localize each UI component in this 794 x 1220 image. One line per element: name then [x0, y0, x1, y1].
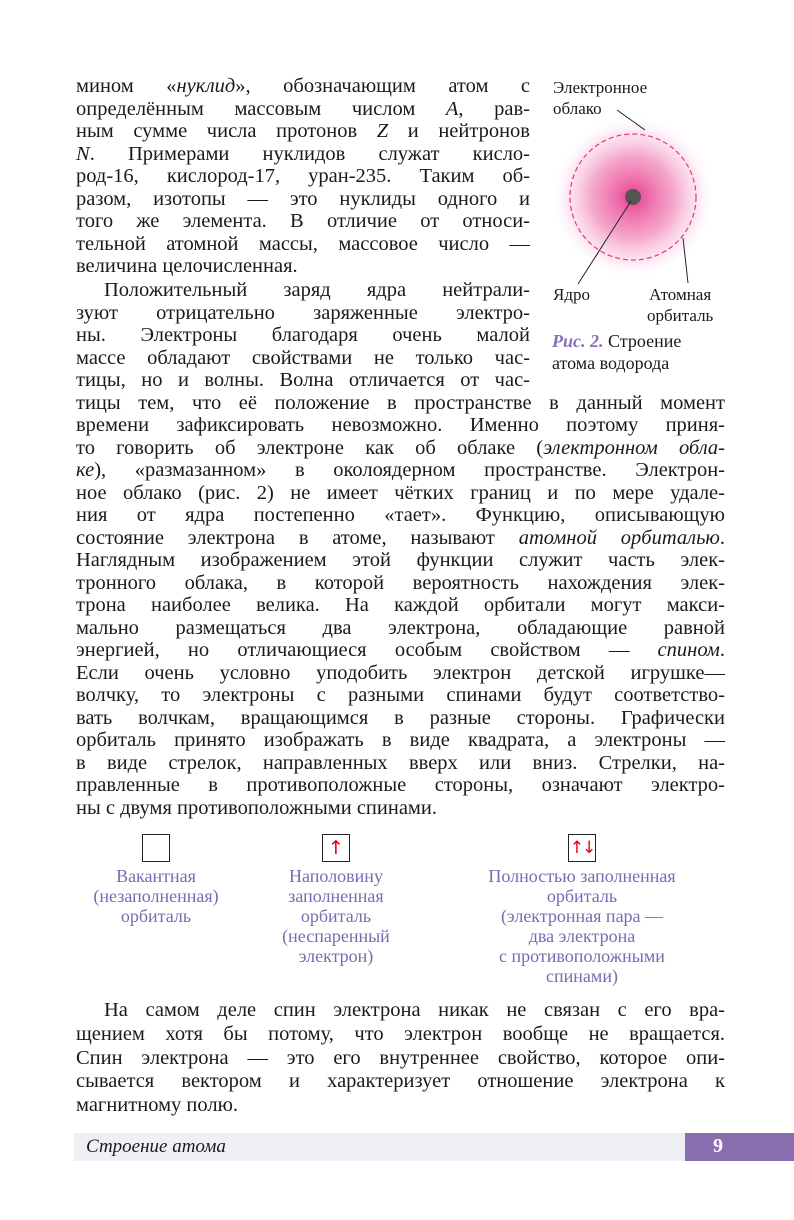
text-line: [76, 548, 725, 572]
text-line: [76, 232, 530, 256]
text-line: [76, 164, 530, 188]
page-number: 9: [713, 1135, 723, 1157]
text-line: [76, 751, 725, 775]
text-segment: массе обладают свойствами не только час-: [76, 346, 530, 369]
text-segment: и нейтронов: [388, 120, 530, 142]
text-segment: волчку, то электроны с разными спинами будут соответство-: [76, 684, 725, 706]
text-line: [76, 481, 725, 505]
text-line: [76, 119, 530, 143]
italic-term: спином: [657, 639, 720, 661]
text-segment: определённым массовым числом: [76, 97, 446, 120]
text-line: [76, 773, 725, 797]
text-line: [76, 1046, 725, 1070]
text-segment: разом, изотопы — это нуклиды одного и: [76, 187, 530, 210]
text-segment: ны. Электроны благодаря очень малой: [76, 324, 530, 346]
text-segment: Если очень условно уподобить электрон детской игрушке—: [76, 661, 725, 684]
italic-term: атомной орбиталью: [518, 526, 720, 549]
text-line: [76, 503, 725, 527]
text-line: [76, 526, 725, 550]
text-line: [76, 209, 530, 233]
text-segment: .: [719, 526, 725, 549]
italic-term: электронном обла-: [543, 436, 725, 459]
text-segment: вать волчкам, вращающимся в разные стороны. Графически: [76, 706, 725, 729]
italic-term: нуклид: [176, 75, 236, 97]
arrow-up-icon: ↑: [322, 834, 350, 862]
text-line: [76, 254, 530, 278]
orbital-box-empty: [142, 834, 170, 862]
text-line: [76, 661, 725, 685]
text-segment: .: [719, 639, 725, 661]
orbital-full: [462, 834, 702, 986]
text-line: [76, 616, 725, 640]
text-segment: трона наиболее велика. На каждой орбитали могут макси-: [76, 594, 725, 616]
text-line: [76, 391, 725, 415]
italic-term: A: [445, 97, 459, 120]
text-segment: то говорить об электроне как об облаке (: [76, 436, 544, 459]
text-segment: энергией, но отличающиеся особым свойством —: [76, 639, 658, 661]
label-atomic-orbital: Атомная орбиталь: [647, 285, 714, 325]
arrow-up-down-icon: ↑↓: [568, 834, 596, 862]
figure-ref: Рис. 2.: [552, 331, 604, 351]
text-segment: тицы, но и волны. Волна отличается от час-: [76, 369, 530, 391]
text-line: [76, 458, 725, 482]
text-segment: магнитному полю.: [76, 1094, 239, 1116]
text-line: [76, 413, 725, 437]
text-line: [76, 301, 530, 325]
page-number-box: [685, 1133, 794, 1161]
text-segment: щением хотя бы потому, что электрон вообще не вращается.: [76, 1022, 725, 1045]
text-line: [76, 436, 725, 460]
text-line: [76, 683, 725, 707]
text-segment: , рав-: [458, 97, 530, 120]
orbital-label: Наполовину заполненная орбиталь (неспаренный электрон): [282, 866, 390, 966]
italic-term: ке: [76, 459, 95, 481]
text-segment: род-16, кислород-17, уран-235. Таким об-: [76, 165, 530, 187]
text-line: [76, 728, 725, 752]
text-line: [76, 638, 725, 662]
text-segment: ния от ядра постепенно «тает». Функцию, описывающую: [76, 504, 725, 526]
text-line: [76, 142, 530, 166]
orbital-label: Вакантная (незаполненная) орбиталь: [93, 866, 219, 926]
label-nucleus: Ядро: [553, 285, 590, 304]
text-line: [104, 278, 530, 302]
text-segment: величина целочисленная.: [76, 255, 298, 277]
text-segment: Положительный заряд ядра нейтрали-: [104, 279, 530, 301]
text-line: [76, 571, 725, 595]
nucleus: [625, 189, 641, 205]
figure-caption: [552, 330, 712, 374]
text-segment: орбиталь принято изображать в виде квадрата, а электроны —: [76, 729, 725, 751]
text-segment: », обозначающим атом с: [235, 75, 530, 97]
text-segment: Наглядным изображением этой функции служит часть элек-: [76, 549, 725, 571]
text-line: [76, 796, 725, 820]
text-line: [76, 593, 725, 617]
text-segment: состояние электрона в атоме, называют: [76, 526, 519, 549]
italic-term: N: [76, 142, 90, 165]
text-segment: ), «размазанном» в околоядерном пространстве. Электрон-: [94, 459, 725, 481]
text-segment: правленные в противоположные стороны, означают электро-: [76, 774, 725, 796]
text-segment: времени зафиксировать невозможно. Именно поэтому приня-: [76, 414, 725, 436]
text-segment: тронного облака, в которой вероятность нахождения элек-: [76, 571, 725, 594]
orbital-half-filled: [216, 834, 456, 966]
text-segment: тицы тем, что её положение в пространстве в данный момент: [76, 391, 725, 414]
text-line: [76, 1022, 725, 1046]
text-segment: ное облако (рис. 2) не имеет чётких границ и по мере удале-: [76, 481, 725, 504]
text-segment: Спин электрона — это его внутреннее свойство, которое опи-: [76, 1046, 725, 1069]
running-footer: [74, 1133, 685, 1161]
caption-text: Строение атома водорода: [552, 331, 682, 373]
orbital-label: Полностью заполненная орбиталь (электронная пара — два электрона с противоположными спинами): [488, 866, 676, 986]
text-segment: ным сумме числа протонов: [76, 120, 377, 142]
text-segment: сывается вектором и характеризует отношение электрона к: [76, 1070, 725, 1093]
text-line: [76, 187, 530, 211]
text-segment: зуют отрицательно заряженные электро-: [76, 301, 530, 324]
text-segment: На самом деле спин электрона никак не связан с его вра-: [104, 999, 725, 1021]
text-segment: ны с двумя противоположными спинами.: [76, 796, 438, 819]
label-electron-cloud: Электронное облако: [553, 78, 648, 118]
text-segment: того же элемента. В отличие от относи-: [76, 210, 530, 232]
text-segment: тельной атомной массы, массовое число —: [76, 232, 530, 255]
text-line: [76, 74, 530, 98]
text-line: [76, 368, 530, 392]
hydrogen-atom-figure: [540, 100, 794, 300]
text-segment: мином «: [76, 75, 177, 97]
section-title: Строение атома: [86, 1136, 226, 1157]
text-line: [76, 1093, 725, 1117]
text-segment: . Примерами нуклидов служат кисло-: [89, 142, 530, 165]
text-line: [76, 1069, 725, 1093]
text-line: [104, 998, 725, 1022]
text-line: [76, 706, 725, 730]
text-segment: в виде стрелок, направленных вверх или вниз. Стрелки, на-: [76, 751, 725, 774]
text-line: [76, 346, 530, 370]
italic-term: Z: [376, 120, 389, 142]
text-line: [76, 323, 530, 347]
text-line: [76, 97, 530, 121]
text-segment: мально размещаться два электрона, обладающие равной: [76, 616, 725, 639]
